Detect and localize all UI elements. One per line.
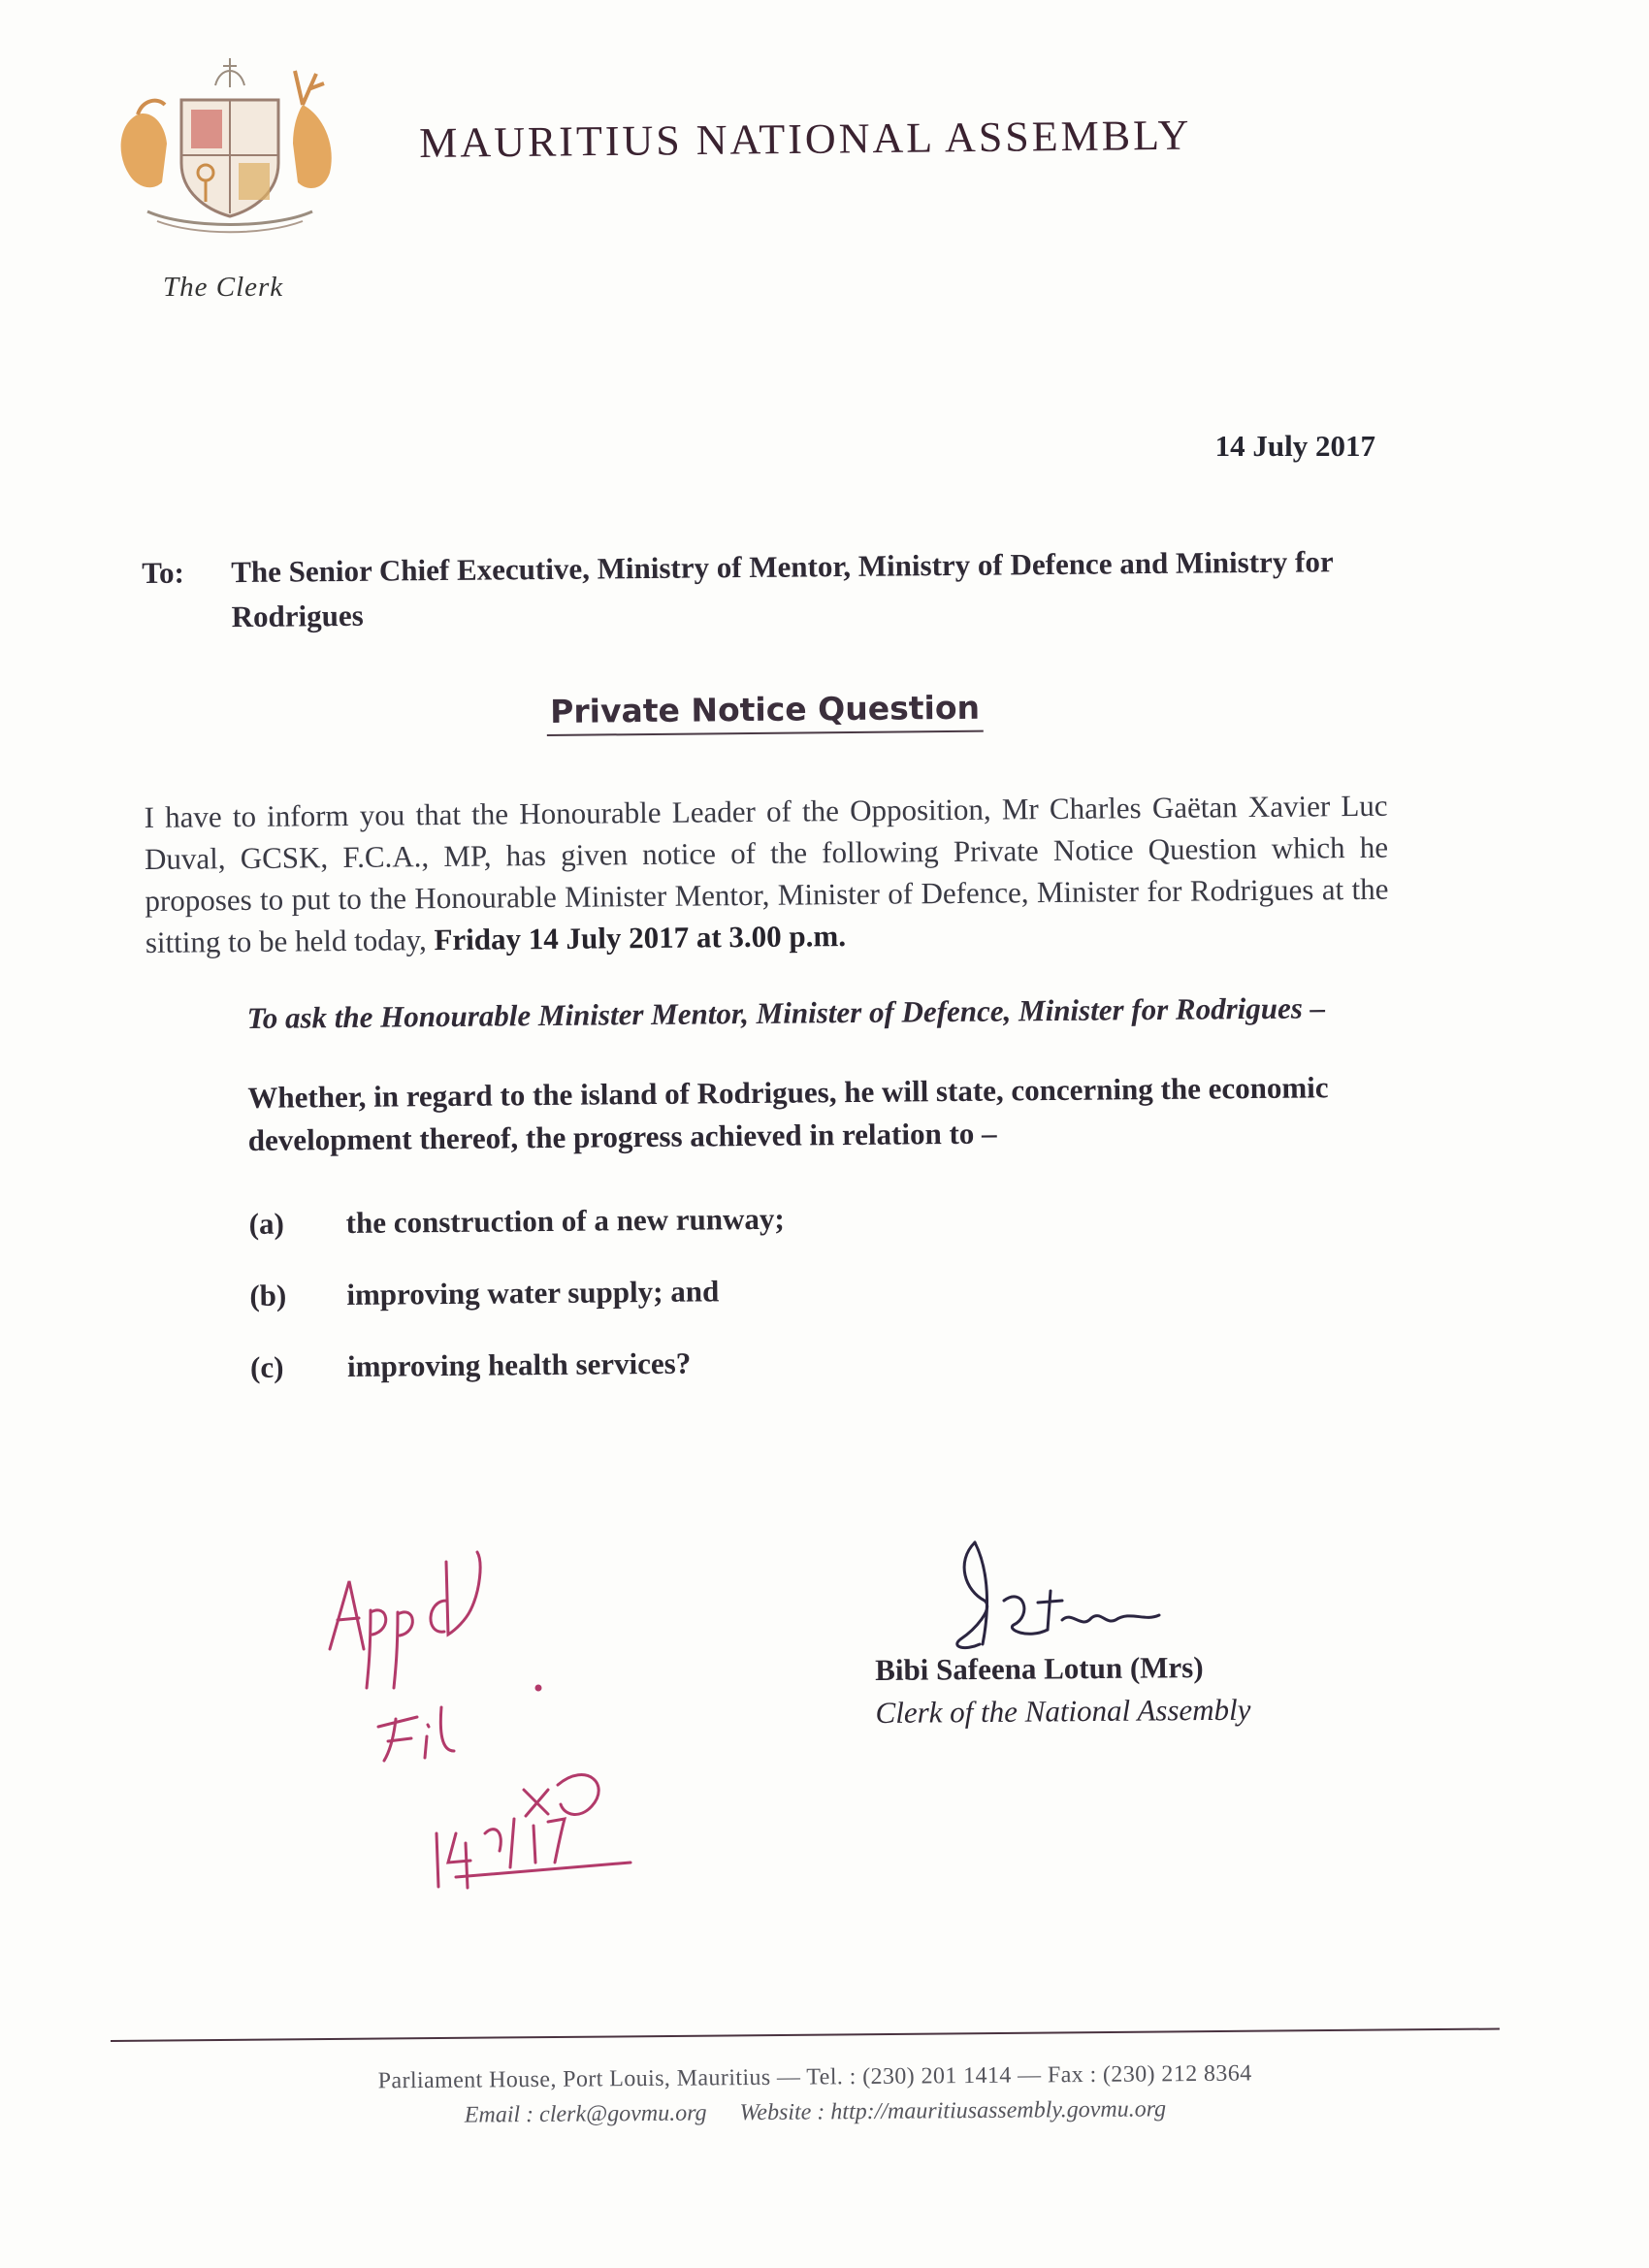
addressee-text: The Senior Chief Executive, Ministry of Mentor, Ministry of Defence and Ministry for Rodrigues — [231, 544, 1334, 634]
list-item — [250, 1336, 1393, 1389]
footer-contact — [310, 2090, 1319, 2134]
coat-of-arms-logo — [109, 47, 351, 241]
question-ask: To ask the Honourable Minister Mentor, Minister of Defence, Minister for Rodrigues – — [246, 990, 1326, 1035]
item-text: improving water supply; and — [346, 1274, 720, 1312]
intro-paragraph — [144, 785, 1389, 963]
list-item — [248, 1192, 1391, 1246]
org-name: MAURITIUS NATIONAL ASSEMBLY — [419, 111, 1192, 167]
intro-text: I have to inform you that the Honourable Leader of the Opposition, Mr Charles Gaëtan Xavier Luc Duval, GCSK, F.C.A., MP, has given notice of the following Private Notice Question which he proposes to put to the Honourable Minister Mentor, Minister of Defence, Minister for Rodrigues at the sitting to be held today, — [144, 788, 1389, 959]
signatory-title: Clerk of the National Assembly — [875, 1692, 1251, 1730]
item-letter: (c) — [249, 1349, 284, 1384]
letter-date: 14 July 2017 — [1214, 429, 1375, 463]
addressee-label: To: — [142, 555, 185, 590]
handwritten-annotation — [310, 1542, 679, 1892]
question-block — [246, 987, 1393, 1389]
item-letter: (a) — [248, 1206, 284, 1241]
subject-heading-text: Private Notice Question — [546, 689, 984, 736]
intro-when: Friday 14 July 2017 at 3.00 p.m. — [434, 919, 847, 957]
footer — [310, 2056, 1320, 2134]
addressee — [142, 539, 1386, 640]
letter-body — [142, 539, 1394, 1419]
footer-divider — [111, 2028, 1500, 2042]
footer-address: Parliament House, Port Louis, Mauritius — Tel. : (230) 201 1414 — Fax : (230) 212 8364 — [377, 2060, 1252, 2094]
signatory-name: Bibi Safeena Lotun (Mrs) — [875, 1650, 1204, 1687]
list-item — [249, 1264, 1392, 1317]
item-text: improving health services? — [346, 1345, 692, 1384]
item-letter: (b) — [249, 1278, 287, 1312]
question-items — [248, 1192, 1393, 1389]
clerk-tag: The Clerk — [163, 272, 284, 303]
question-whether: Whether, in regard to the island of Rodrigues, he will state, concerning the economic development thereof, the progress achieved in relation to – — [247, 1070, 1329, 1157]
signatory-block — [875, 1646, 1251, 1734]
footer-website: Website : http://mauritiusassembly.govmu.org — [739, 2096, 1167, 2126]
footer-email: Email : clerk@govmu.org — [464, 2100, 707, 2128]
subject-heading — [143, 685, 1386, 740]
item-text: the construction of a new runway; — [345, 1201, 785, 1241]
signature — [936, 1533, 1169, 1659]
